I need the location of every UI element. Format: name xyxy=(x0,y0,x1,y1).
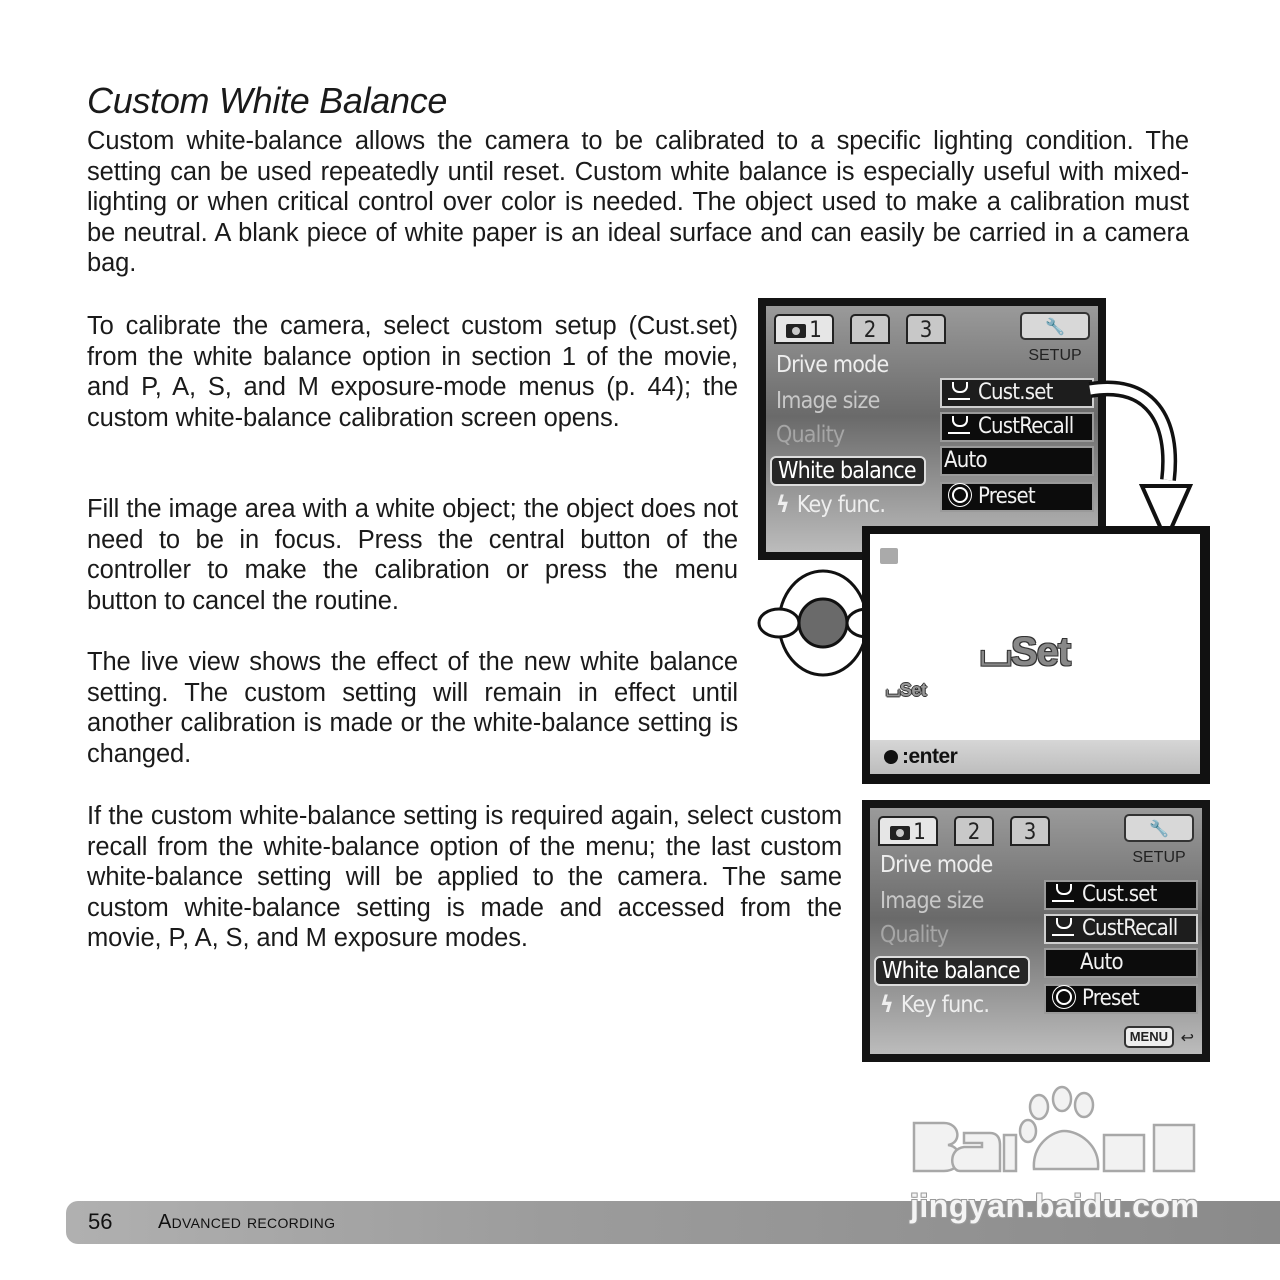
recall-paragraph: If the custom white-balance setting is required again, select custom recall from the white-balance option of the menu; the last custom white-balance setting will be applied to the camera. The same custom white-balance setting is made and accessed from the movie, P, A, S, and M exposure modes. xyxy=(87,802,842,953)
page-title: Custom White Balance xyxy=(87,80,448,121)
option-cust-set: Cust.set xyxy=(940,378,1094,408)
setup-tab: 🔧SETUP xyxy=(1020,312,1090,340)
tab-2: 2 xyxy=(954,816,994,846)
menu-item-white-balance: White balance xyxy=(770,456,926,486)
flash-icon: ϟ xyxy=(880,992,893,1018)
menu-item-drive-mode: Drive mode xyxy=(776,352,889,378)
camera-mode-icon xyxy=(880,548,898,564)
menu-button-label: MENU xyxy=(1124,1026,1174,1048)
custom-wb-icon xyxy=(1052,884,1074,902)
page-number: 56 xyxy=(88,1209,113,1234)
calibration-screen xyxy=(862,526,1210,784)
sun-icon xyxy=(1056,989,1072,1005)
menu-item-white-balance: White balance xyxy=(874,956,1030,986)
option-preset: Preset xyxy=(1044,984,1198,1014)
menu-item-image-size: Image size xyxy=(880,888,984,914)
tab-1: 1 xyxy=(774,314,834,344)
option-cust-recall: CustRecall xyxy=(940,412,1094,442)
setup-tab: 🔧SETUP xyxy=(1124,814,1194,842)
set-label-small: ⌴Set xyxy=(886,680,927,700)
menu-item-image-size: Image size xyxy=(776,388,880,414)
custom-wb-icon xyxy=(948,416,970,434)
tab-3: 3 xyxy=(1010,816,1050,846)
curved-arrow-icon xyxy=(1080,380,1200,550)
flash-icon: ϟ xyxy=(776,492,789,518)
camera-icon xyxy=(786,324,806,338)
option-auto: Auto xyxy=(940,446,1094,476)
tab-3: 3 xyxy=(906,314,946,344)
camera-icon xyxy=(890,826,910,840)
menu-item-key-func: ϟ Key func. xyxy=(776,492,886,518)
watermark-url: jingyan.baidu.com xyxy=(910,1188,1200,1224)
menu-item-quality: Quality xyxy=(776,422,845,448)
baidu-logo xyxy=(904,1085,1204,1175)
sun-icon xyxy=(952,487,968,503)
option-cust-set: Cust.set xyxy=(1044,880,1198,910)
option-preset: Preset xyxy=(940,482,1094,512)
return-arrow-icon: ↩ xyxy=(1180,1030,1194,1047)
option-cust-recall: CustRecall xyxy=(1044,914,1198,944)
custom-wb-icon: ⌴ xyxy=(980,630,1011,674)
intro-paragraph: Custom white-balance allows the camera to be calibrated to a specific lighting condition. The setting can be used repeatedly until reset. Custom white balance is especially useful with mixed-lighting or when critical control over color is needed. The object used to make a calibration must be neutral. A blank piece of white paper is an ideal surface and can easily be carried in a camera bag. xyxy=(87,127,1189,278)
wrench-icon: 🔧 xyxy=(1149,821,1169,838)
tab-1: 1 xyxy=(878,816,938,846)
calibrate-paragraph: To calibrate the camera, select custom setup (Cust.set) from the white balance option in section 1 of the movie, and P, A, S, and M exposure-mode menus (p. 44); the custom white-balance calibration screen opens. xyxy=(87,312,738,432)
wrench-icon: 🔧 xyxy=(1045,319,1065,336)
center-button-icon xyxy=(884,750,898,764)
fill-image-paragraph: Fill the image area with a white object; the object does not need to be in focus. Press the central button of the controller to make the calibration or press the menu button to cancel the routine. xyxy=(87,495,738,615)
custom-wb-icon xyxy=(948,382,970,400)
menu-screen-bottom xyxy=(862,800,1210,1062)
menu-screen-top xyxy=(758,298,1106,560)
custom-wb-icon: ⌴ xyxy=(886,680,900,700)
tab-2: 2 xyxy=(850,314,890,344)
set-label-large: ⌴Set xyxy=(980,630,1071,674)
menu-item-quality: Quality xyxy=(880,922,949,948)
section-title: Advanced recording xyxy=(158,1211,336,1233)
live-view-paragraph: The live view shows the effect of the new white balance setting. The custom setting will remain in effect until another calibration is made or the white-balance setting is changed. xyxy=(87,648,738,768)
menu-item-key-func: ϟ Key func. xyxy=(880,992,990,1018)
custom-wb-icon xyxy=(1052,918,1074,936)
menu-item-drive-mode: Drive mode xyxy=(880,852,993,878)
enter-bar: :enter xyxy=(870,740,1200,774)
option-auto: Auto xyxy=(1044,948,1198,978)
